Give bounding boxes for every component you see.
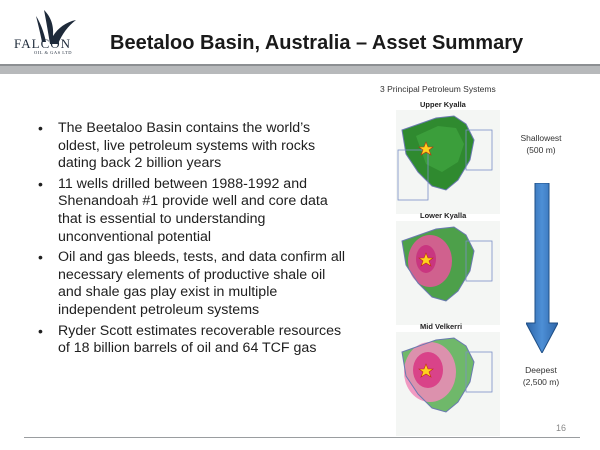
depth-arrow-icon <box>526 183 558 353</box>
title-divider-bar <box>0 66 600 74</box>
shallowest-text: Shallowest <box>520 133 562 143</box>
slide-title: Beetaloo Basin, Australia – Asset Summary <box>110 32 524 54</box>
layer-label-lower-kyalla: Lower Kyalla <box>420 211 467 220</box>
bullet-list <box>38 120 348 361</box>
bullet-item: • Oil and gas bleeds, tests, and data confirm all necessary elements of productive shale oil and shale gas play exist in multiple independent petroleum systems <box>38 249 348 319</box>
footer-divider <box>24 437 580 438</box>
deepest-label <box>506 364 576 388</box>
figure-caption: 3 Principal Petroleum Systems <box>380 84 496 94</box>
bullet-item: • The Beetaloo Basin contains the world’s oldest, live petroleum systems with rocks dating back 2 billion years <box>38 120 348 173</box>
map-upper-kyalla <box>396 110 500 214</box>
bullet-item: • Ryder Scott estimates recoverable resources of 18 billion barrels of oil and 64 TCF gas <box>38 323 348 358</box>
shallowest-label <box>506 132 576 156</box>
page-number: 16 <box>556 423 567 433</box>
shallowest-depth: (500 m) <box>526 145 556 155</box>
deepest-text: Deepest <box>525 365 557 375</box>
logo-wordmark: FALCON <box>14 36 72 51</box>
logo-subtitle: OIL & GAS LTD <box>34 50 73 55</box>
bullet-item: • 11 wells drilled between 1988-1992 and Shenandoah #1 provide well and core data that is essential to understanding unconventional potential <box>38 176 348 246</box>
layer-label-upper-kyalla: Upper Kyalla <box>420 100 466 109</box>
deepest-depth: (2,500 m) <box>522 377 560 387</box>
map-lower-kyalla <box>396 221 500 325</box>
layer-label-mid-velkerri: Mid Velkerri <box>420 322 463 331</box>
map-mid-velkerri <box>396 332 500 436</box>
